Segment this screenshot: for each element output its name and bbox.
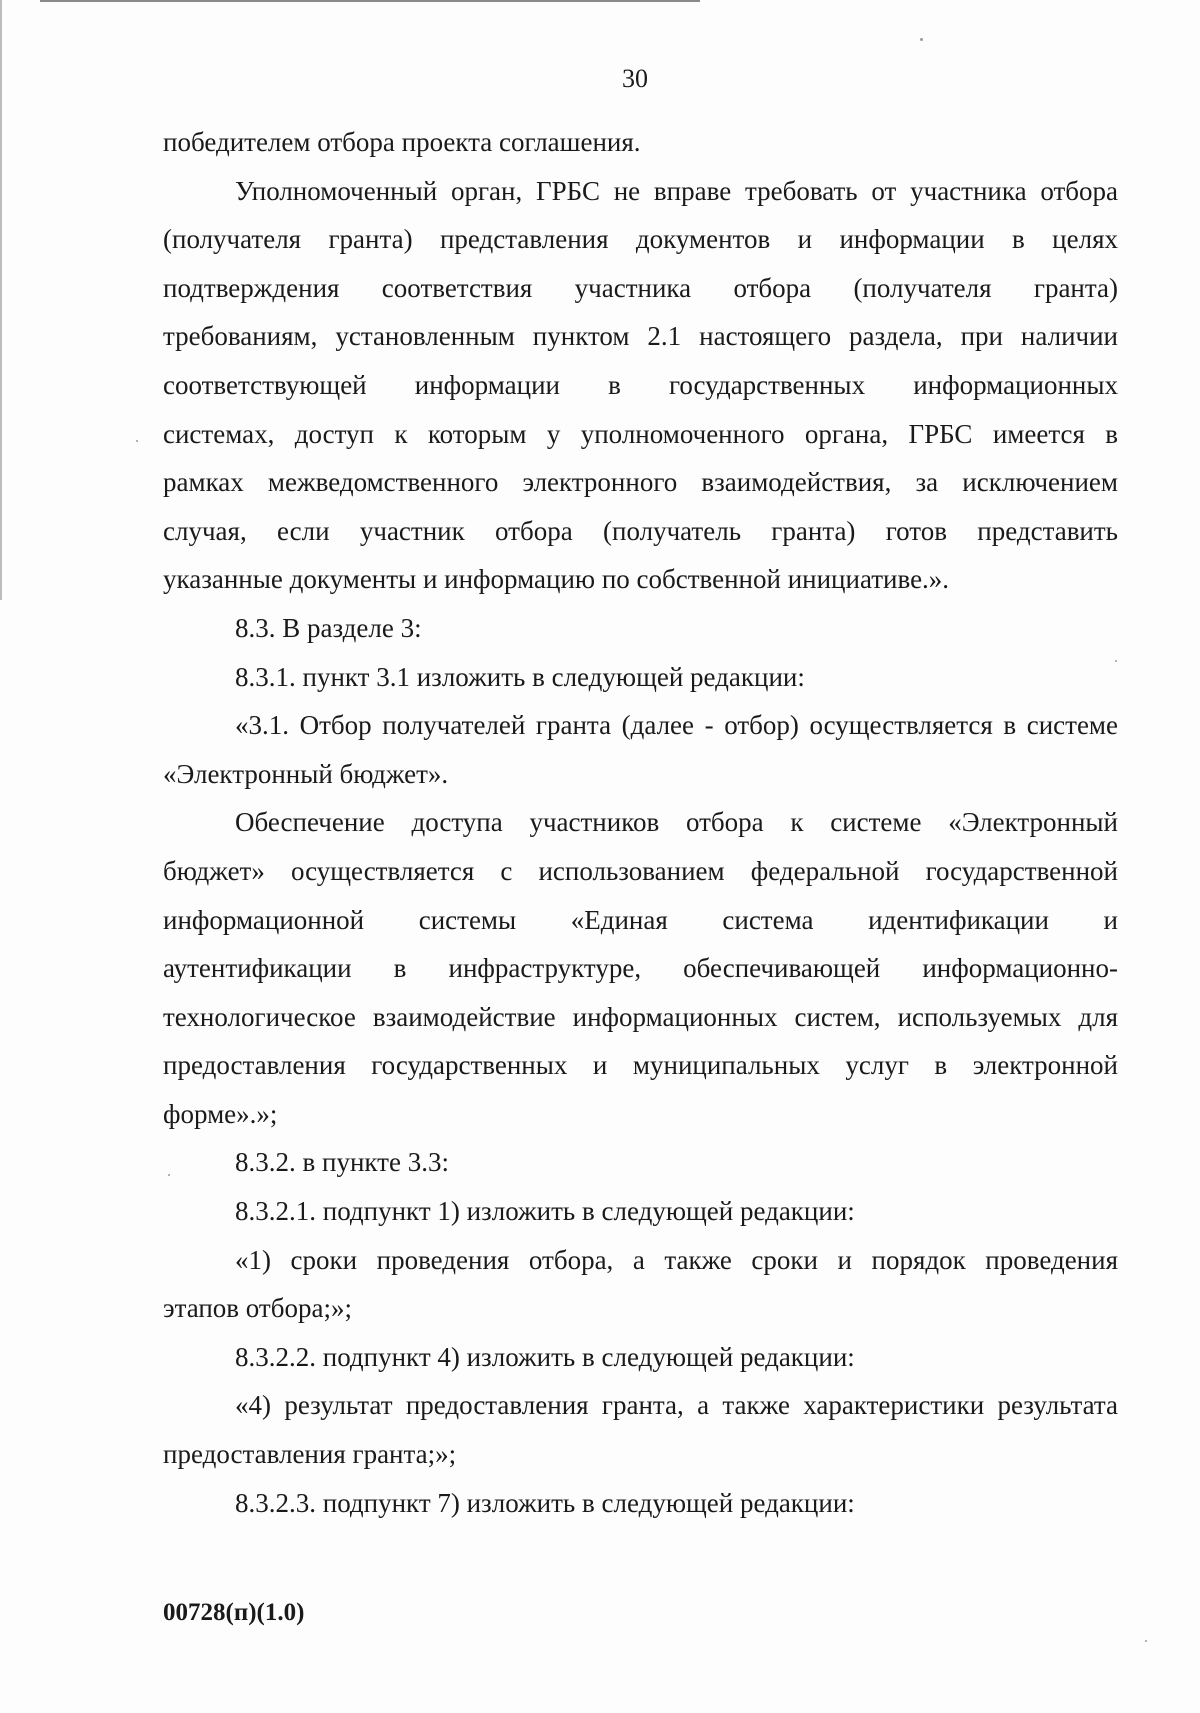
text-line: системах, доступ к которым у уполномоченного органа, ГРБС имеется в xyxy=(163,418,1118,449)
text-line: Уполномоченный орган, ГРБС не вправе требовать от участника отбора xyxy=(235,175,1118,206)
text-line: 8.3.2. в пункте 3.3: xyxy=(235,1147,449,1178)
document-body xyxy=(163,118,1118,1527)
text-line: предоставления гранта;»; xyxy=(163,1439,457,1470)
text-line: подтверждения соответствия участника отбора (получателя гранта) xyxy=(163,272,1118,303)
text-line: Обеспечение доступа участников отбора к системе «Электронный xyxy=(235,807,1118,838)
text-line: бюджет» осуществляется с использованием федеральной государственной xyxy=(163,855,1118,886)
text-line: рамках межведомственного электронного взаимодействия, за исключением xyxy=(163,467,1118,498)
scan-speck xyxy=(920,38,923,41)
section-heading: 8.3. В разделе 3: xyxy=(235,612,422,643)
text-line: «Электронный бюджет». xyxy=(163,758,449,789)
document-code: 00728(п)(1.0) xyxy=(163,1599,305,1626)
text-line: аутентификации в инфраструктуре, обеспечивающей информационно- xyxy=(163,953,1118,984)
text-line: 8.3.2.1. подпункт 1) изложить в следующей редакции: xyxy=(235,1196,855,1227)
text-line: 8.3.2.2. подпункт 4) изложить в следующей редакции: xyxy=(235,1341,855,1372)
text-line: технологическое взаимодействие информационных систем, используемых для xyxy=(163,1001,1118,1032)
scan-speck xyxy=(1145,1640,1147,1642)
text-line: этапов отбора;»; xyxy=(163,1293,352,1324)
text-line: «1) сроки проведения отбора, а также сроки и порядок проведения xyxy=(235,1244,1118,1275)
scan-speck xyxy=(1115,660,1117,662)
text-line: предоставления государственных и муниципальных услуг в электронной xyxy=(163,1050,1118,1081)
text-line: «4) результат предоставления гранта, а также характеристики результата xyxy=(235,1390,1118,1421)
scan-speck xyxy=(168,1174,170,1176)
text-line: 8.3.2.3. подпункт 7) изложить в следующей редакции: xyxy=(235,1487,855,1518)
text-line: победителем отбора проекта соглашения. xyxy=(163,127,641,157)
text-line: форме».»; xyxy=(163,1098,278,1129)
text-line: соответствующей информации в государственных информационных xyxy=(163,369,1118,400)
text-line: «3.1. Отбор получателей гранта (далее - отбор) осуществляется в системе xyxy=(235,710,1118,741)
text-line: информационной системы «Единая система идентификации и xyxy=(163,904,1118,935)
scan-top-border xyxy=(40,0,700,2)
text-line: требованиям, установленным пунктом 2.1 настоящего раздела, при наличии xyxy=(163,321,1118,352)
text-line: (получателя гранта) представления документов и информации в целях xyxy=(163,224,1118,255)
text-line: 8.3.1. пункт 3.1 изложить в следующей редакции: xyxy=(235,661,805,692)
text-line: случая, если участник отбора (получатель гранта) готов представить xyxy=(163,515,1118,546)
page-number: 30 xyxy=(622,64,648,93)
scan-speck xyxy=(136,440,138,442)
text-line: указанные документы и информацию по собственной инициативе.». xyxy=(163,564,950,595)
